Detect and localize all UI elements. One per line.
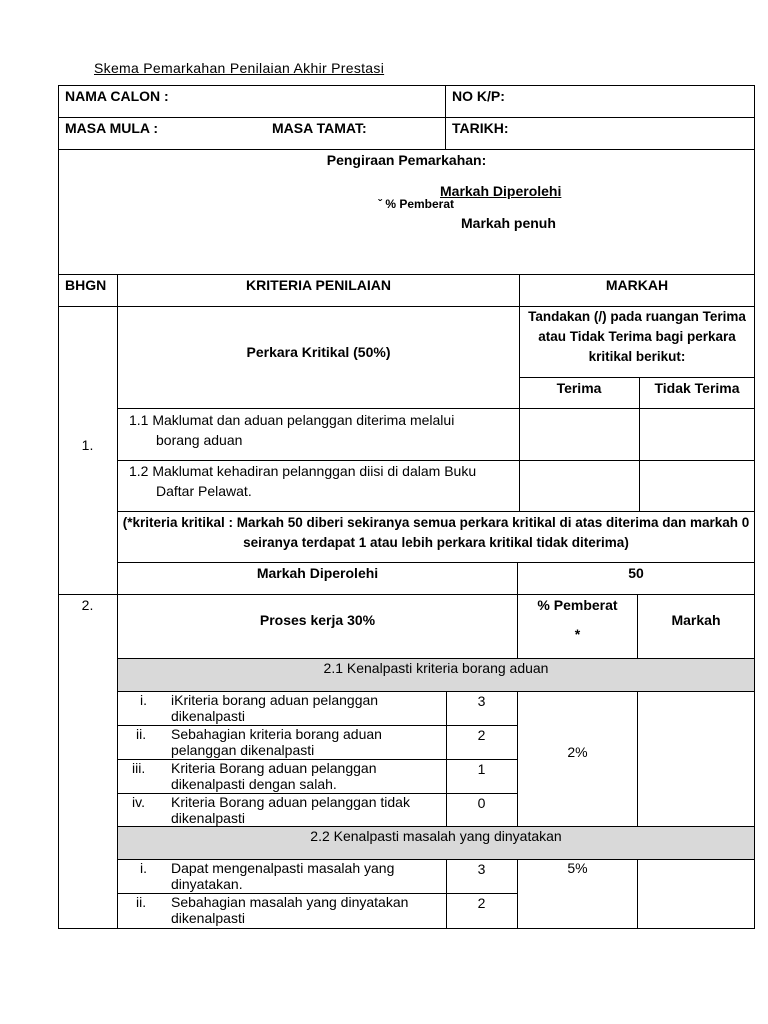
nama-calon-label: NAMA CALON : <box>65 88 169 104</box>
item-text-line2: dikenalpasti dengan salah. <box>171 776 337 792</box>
section-2-number: 2. <box>81 597 94 613</box>
critical-item-2-line1: 1.2 Maklumat kehadiran pelannggan diisi di dalam Buku <box>129 463 477 479</box>
item-number: ii. <box>136 726 147 742</box>
critical-item-2 <box>129 461 476 501</box>
col-kriteria: KRITERIA PENILAIAN <box>246 277 391 293</box>
page-title: Skema Pemarkahan Penilaian Akhir Prestasi <box>94 60 385 76</box>
item-text <box>171 794 410 826</box>
critical-item-1-line2: borang aduan <box>156 432 243 448</box>
item-text <box>171 860 394 892</box>
item-number: iii. <box>132 760 146 776</box>
item-score: 2 <box>477 895 486 911</box>
item-text-line1: Dapat mengenalpasti masalah yang <box>171 860 395 876</box>
item-number: i. <box>140 692 147 708</box>
masa-mula-label: MASA MULA : <box>65 120 159 136</box>
calc-heading: Pengiraan Pemarkahan: <box>326 152 487 168</box>
item-number: iv. <box>132 794 145 810</box>
critical-item-1-line1: 1.1 Maklumat dan aduan pelanggan diterima melalui <box>129 412 455 428</box>
masa-tamat-label: MASA TAMAT: <box>272 120 367 136</box>
section-1-markah-label: Markah Diperolehi <box>256 565 379 581</box>
col-markah: MARKAH <box>605 277 669 293</box>
subsection-2-1-title: 2.1 Kenalpasti kriteria borang aduan <box>323 660 549 676</box>
item-score: 1 <box>477 761 486 777</box>
tarikh-label: TARIKH: <box>452 120 509 136</box>
item-text-line1: Sebahagian masalah yang dinyatakan <box>171 894 409 910</box>
item-score: 3 <box>477 693 486 709</box>
section-1-instruction: Tandakan (/) pada ruangan Terima atau Tidak Terima bagi perkara kritikal berikut: <box>528 309 746 364</box>
item-text-line1: iKriteria borang aduan pelanggan <box>171 692 379 708</box>
section-1-heading: Perkara Kritikal (50%) <box>246 344 391 360</box>
section-2-heading: Proses kerja 30% <box>259 612 376 628</box>
pemberat-star: * <box>574 626 581 642</box>
section-1-markah-value: 50 <box>628 565 644 581</box>
item-text-line2: pelanggan dikenalpasti <box>171 742 315 758</box>
item-text-line2: dinyatakan. <box>171 876 243 892</box>
markah-header: Markah <box>671 612 721 628</box>
item-number: ii. <box>136 894 147 910</box>
calc-numerator: Markah Diperolehi <box>440 183 562 199</box>
col-bhgn: BHGN <box>65 277 107 293</box>
item-text-line2: dikenalpasti <box>171 810 245 826</box>
critical-note: (*kriteria kritikal : Markah 50 diberi sekiranya semua perkara kritikal di atas diterima dan markah 0 seiranya terdapat 1 atau lebih perkara kritikal tidak diterima) <box>122 515 750 550</box>
item-text-line1: Sebahagian kriteria borang aduan <box>171 726 382 742</box>
item-score: 2 <box>477 727 486 743</box>
item-text-line1: Kriteria Borang aduan pelanggan tidak <box>171 794 410 810</box>
item-score: 3 <box>477 861 486 877</box>
tidak-terima-header: Tidak Terima <box>654 380 740 396</box>
item-text-line1: Kriteria Borang aduan pelanggan <box>171 760 377 776</box>
terima-header: Terima <box>556 380 602 396</box>
critical-item-1 <box>129 410 454 450</box>
pemberat-header: % Pemberat <box>537 597 618 613</box>
subsection-2-2-title: 2.2 Kenalpasti masalah yang dinyatakan <box>310 828 562 844</box>
item-text <box>171 726 382 758</box>
critical-item-2-line2: Daftar Pelawat. <box>156 483 252 499</box>
item-text <box>171 760 377 792</box>
item-score: 0 <box>477 795 486 811</box>
item-text <box>171 692 378 724</box>
section-1-number: 1. <box>81 437 94 453</box>
subsection-2-1-weight: 2% <box>567 744 588 760</box>
item-text-line2: dikenalpasti <box>171 910 245 926</box>
item-text-line2: dikenalpasti <box>171 708 245 724</box>
no-kp-label: NO K/P: <box>452 88 505 104</box>
calc-denominator: Markah penuh <box>461 215 556 231</box>
item-number: i. <box>140 860 147 876</box>
subsection-2-2-weight: 5% <box>567 860 588 876</box>
calc-multiplier: ˇ % Pemberat <box>378 197 455 211</box>
item-text <box>171 894 408 926</box>
